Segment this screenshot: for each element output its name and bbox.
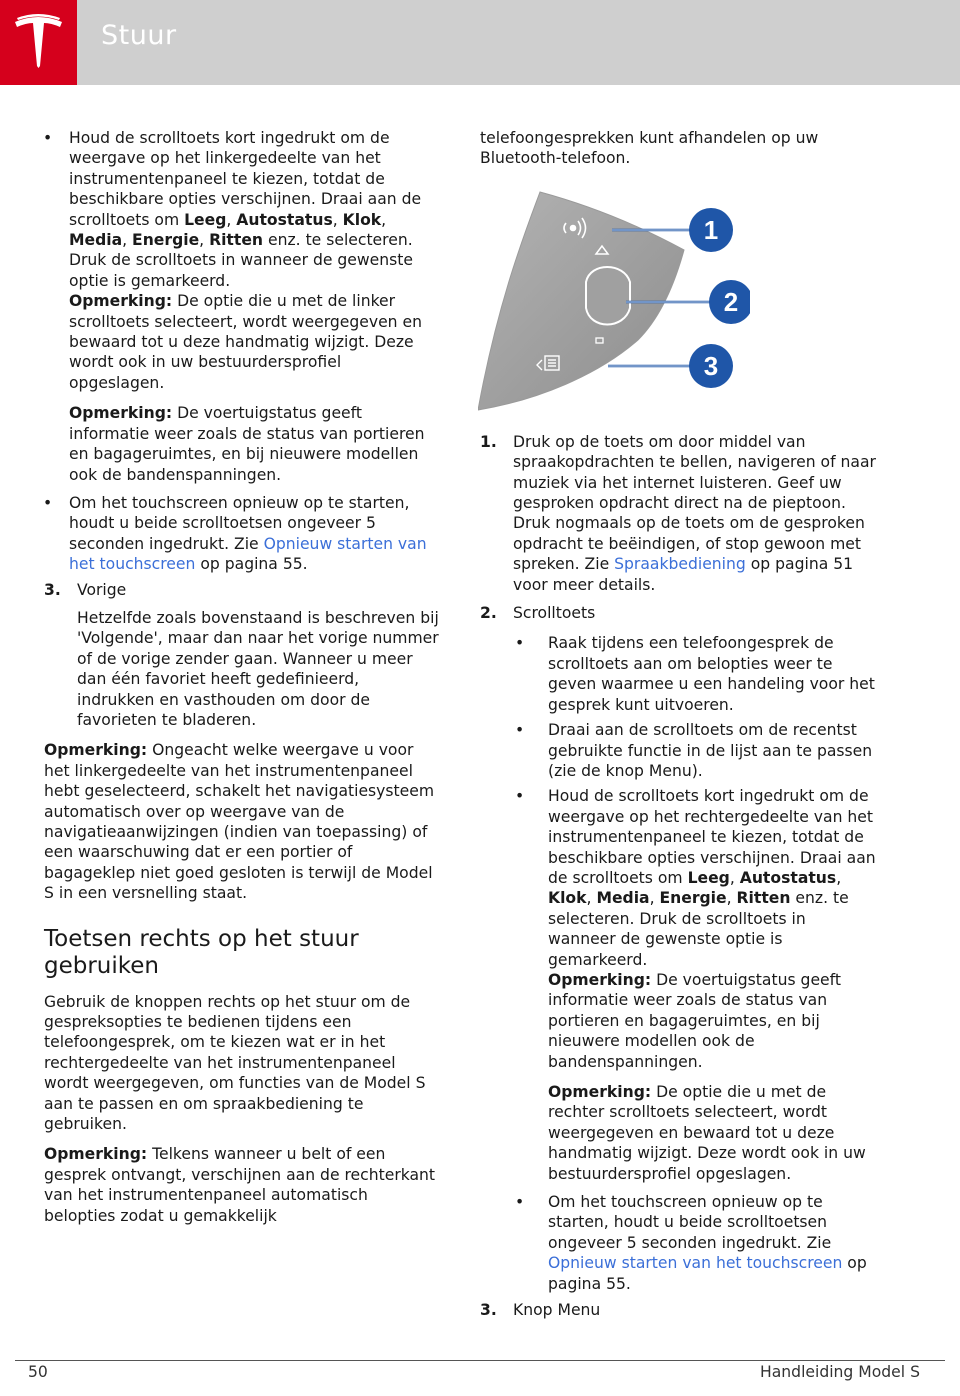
right-bullet-rotate: • Draai aan de scrolltoets om de recentst gebruikte functie in de lijst aan te passen (zie de knop Menu). bbox=[472, 720, 876, 781]
note-call-options: Opmerking: Telkens wanneer u belt of een gesprek ontvangt, verschijnen aan de rechterkant van het instrumentenpaneel automatisch belopties zodat u gemakkelijk bbox=[44, 1145, 436, 1225]
right-bullet-restart: • Om het touchscreen opnieuw op te starten, houdt u beide scrolltoetsen ongeveer 5 seconden ingedrukt. Zie Opnieuw starten van het touchscreen op pagina 55. bbox=[472, 1192, 876, 1294]
footer-title: Handleiding Model S bbox=[760, 1363, 920, 1381]
callout-2-label: 2 bbox=[723, 287, 739, 317]
note-right-selection: Opmerking: De optie die u met de rechter scrolltoets selecteert, wordt weergegeven en bewaard tot u deze handmatig wijzigt. Deze wordt ook in uw bestuurdersprofiel opgeslagen. bbox=[548, 1083, 866, 1183]
right-intro: telefoongesprekken kunt afhandelen op uw Bluetooth-telefoon. bbox=[480, 129, 819, 168]
page-header bbox=[0, 0, 960, 85]
figure-spacer bbox=[480, 179, 876, 432]
note-left-selection: Opmerking: De optie die u met de linker scrolltoets selecteert, wordt weergegeven en bewaard tot u deze handmatig wijzigt. Deze wordt ook in uw bestuurdersprofiel opgeslagen. bbox=[69, 292, 422, 392]
item-1-voice: 1. Druk op de toets om door middel van spraakopdrachten te bellen, navigeren of naar muziek via het internet luisteren. Geef uw gesproken opdracht direct na de pieptoon. Druk nogmaals op de toets om de gesproken opdracht te beëindigen, of stop gewoon met spreken. Zie Spraakbediening op pagina 51 voor meer details. bbox=[480, 432, 876, 594]
right-column bbox=[480, 128, 876, 1326]
voice-control-link[interactable]: Spraakbediening bbox=[614, 555, 746, 574]
note-right-vehicle-status: Opmerking: De voertuigstatus geeft informatie weer zoals de status van portieren en bagageruimtes, en bij nieuwere modellen ook de bandenspanningen. bbox=[548, 970, 841, 1071]
footer-divider bbox=[15, 1360, 945, 1361]
left-bullet-list bbox=[0, 128, 440, 575]
section-paragraph: Gebruik de knoppen rechts op het stuur om de gespreksopties te bedienen tijdens een telefoongesprek, om te kiezen wat er in het rechtergedeelte van het instrumentenpaneel wordt weergegeven, om functies van de Model S aan te passen en om spraakbediening te gebruiken. bbox=[44, 992, 426, 1134]
left-bullet-scroll-select bbox=[0, 128, 440, 485]
note-navigation: Opmerking: Ongeacht welke weergave u voor het linkergedeelte van het instrumentenpaneel hebt geselecteerd, schakelt het navigatiesysteem automatisch over op weergave van de navigatieaanwijzingen (indien van toepassing) of een waarschuwing dat er een portier of bagageklep niet goed gesloten is terwijl de Model S in een versnelling staat. bbox=[44, 741, 435, 903]
restart-touchscreen-link[interactable]: Opnieuw starten van het touchscreen bbox=[69, 534, 427, 574]
restart-touchscreen-link-right[interactable]: Opnieuw starten van het touchscreen bbox=[548, 1254, 843, 1273]
right-bullet-call-options: • Raak tijdens een telefoongesprek de scrolltoets aan om belopties weer te geven waarmee u een handeling voor het gesprek kunt uitvoeren. bbox=[472, 633, 876, 715]
right-bullet-list bbox=[472, 633, 876, 1294]
left-column bbox=[44, 128, 440, 1236]
page-title: Stuur bbox=[101, 20, 177, 51]
page-number: 50 bbox=[28, 1363, 48, 1381]
left-bullet-scroll-text: Houd de scrolltoets kort ingedrukt om de weergave op het linkergedeelte van het instrumentenpaneel te kiezen, totdat de beschikbare opties verschijnen. Draai aan de scrolltoets om Leeg, Autostatus, Klok, Media, Energie, Ritten enz. te selecteren. Druk de scrolltoets in wanneer de gewenste optie is gemarkeerd. bbox=[69, 129, 422, 290]
callout-3-label: 3 bbox=[703, 351, 719, 381]
left-bullet-restart: • Om het touchscreen opnieuw op te starten, houdt u beide scrolltoetsen ongeveer 5 seconden ingedrukt. Zie Opnieuw starten van het touchscreen op pagina 55. bbox=[0, 493, 440, 575]
item-3-previous: 3. Vorige Hetzelfde zoals bovenstaand is beschreven bij 'Volgende', maar dan naar het vorige nummer of de vorige zender gaan. Wanneer u meer dan één favoriet heeft gedefinieerd, indrukken en vasthouden om door de favorieten te bladeren. bbox=[44, 580, 439, 729]
right-bullet-scroll-select: • Houd de scrolltoets kort ingedrukt om de weergave op het rechtergedeelte van het instrumentenpaneel te kiezen, totdat de beschikbare opties verschijnen. Draai aan de scrolltoets om Leeg, Autostatus, Klok, Media, Energie, Ritten enz. te selecteren. Druk de scrolltoets in wanneer de gewenste optie is gemarkeerd. Opmerking: De voertuigstatus geeft informatie weer zoals de status van portieren en bagageruimtes, en bij nieuwere modellen ook de bandenspanningen. Opmerking: De optie die u met de rechter scrolltoets selecteert, wordt weergegeven en bewaard tot u deze handmatig wijzigt. Deze wordt ook in uw bestuurdersprofiel opgeslagen. bbox=[472, 786, 876, 1184]
callout-1-label: 1 bbox=[703, 215, 719, 245]
item-2-scroll: 2. Scrolltoets bbox=[480, 604, 596, 623]
section-heading: Toetsen rechts op het stuur gebruiken bbox=[44, 925, 359, 979]
item-3-menu: 3. Knop Menu bbox=[480, 1301, 601, 1320]
note-vehicle-status: Opmerking: De voertuigstatus geeft informatie weer zoals de status van portieren en bagageruimtes, en bij nieuwere modellen ook de bandenspanningen. bbox=[69, 404, 425, 484]
tesla-logo bbox=[0, 0, 77, 85]
tesla-t-icon bbox=[11, 14, 66, 72]
